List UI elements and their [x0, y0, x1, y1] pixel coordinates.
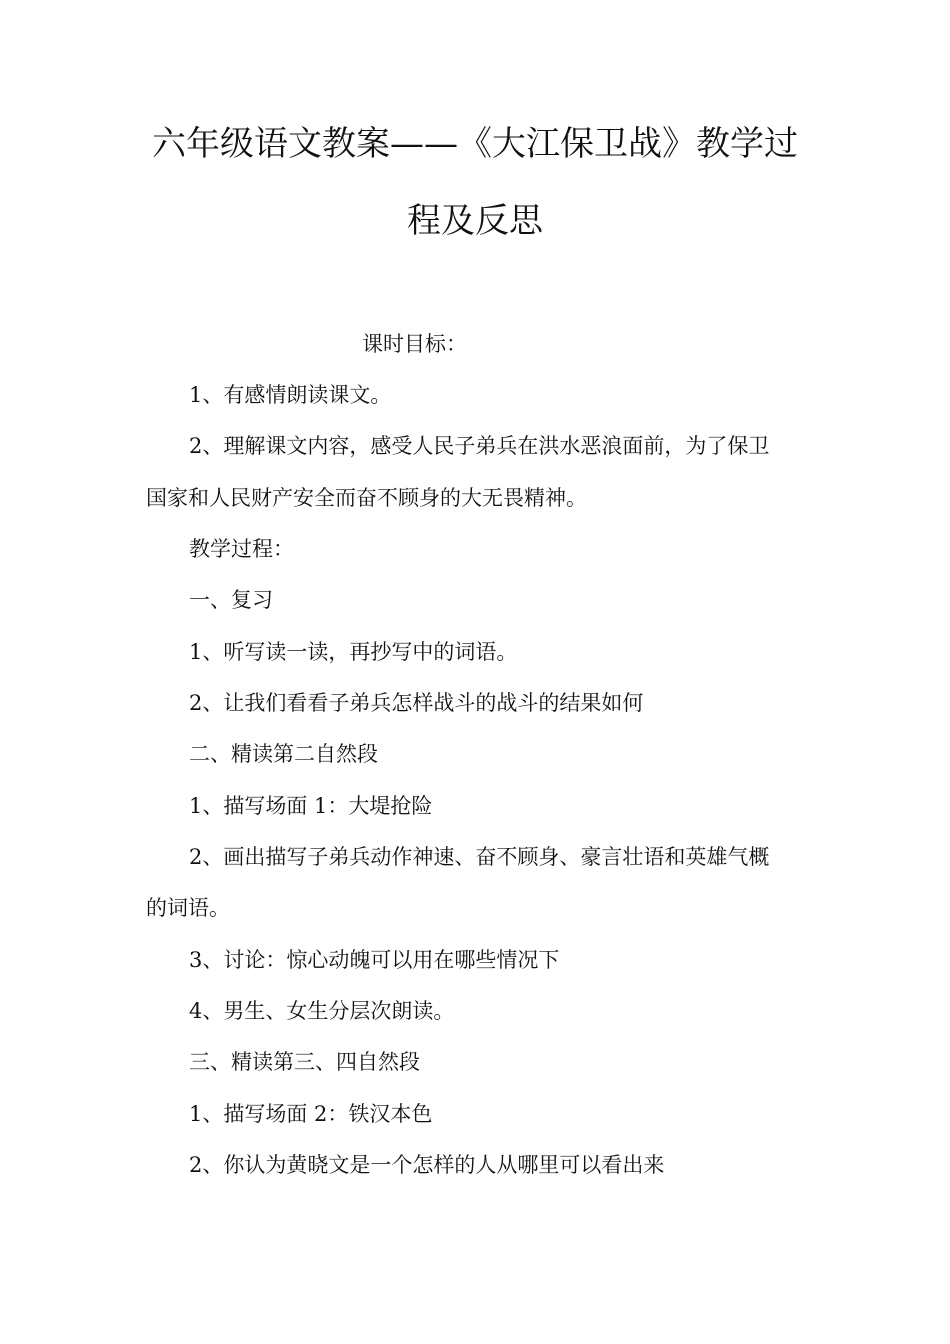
body-line: 2、让我们看看子弟兵怎样战斗的战斗的结果如何 [189, 691, 644, 715]
subsection-heading: 三、精读第三、四自然段 [189, 1050, 420, 1074]
body-line: 1、描写场面 1：大堤抢险 [189, 794, 433, 818]
body-line: 1、听写读一读，再抄写中的词语。 [189, 640, 518, 664]
subsection-heading: 二、精读第二自然段 [189, 742, 378, 766]
body-line: 2、理解课文内容，感受人民子弟兵在洪水恶浪面前，为了保卫 [189, 434, 770, 458]
body-line: 2、画出描写子弟兵动作神速、奋不顾身、豪言壮语和英雄气概 [189, 845, 770, 869]
body-line-continuation: 国家和人民财产安全而奋不顾身的大无畏精神。 [146, 486, 587, 510]
body-line: 1、有感情朗读课文。 [189, 383, 392, 407]
section-heading-lesson-goals: 课时目标： [362, 332, 467, 356]
body-line: 2、你认为黄晓文是一个怎样的人从哪里可以看出来 [189, 1153, 665, 1177]
section-heading-teaching-process: 教学过程： [189, 537, 294, 561]
subsection-heading: 一、复习 [189, 588, 273, 612]
body-line: 3、讨论：惊心动魄可以用在哪些情况下 [189, 948, 560, 972]
body-line: 1、描写场面 2：铁汉本色 [189, 1102, 433, 1126]
document-title-line-2: 程及反思 [407, 201, 543, 241]
body-line: 4、男生、女生分层次朗读。 [189, 999, 455, 1023]
body-line-continuation: 的词语。 [146, 896, 230, 920]
document-title-line-1: 六年级语文教案——《大江保卫战》教学过 [152, 124, 798, 164]
